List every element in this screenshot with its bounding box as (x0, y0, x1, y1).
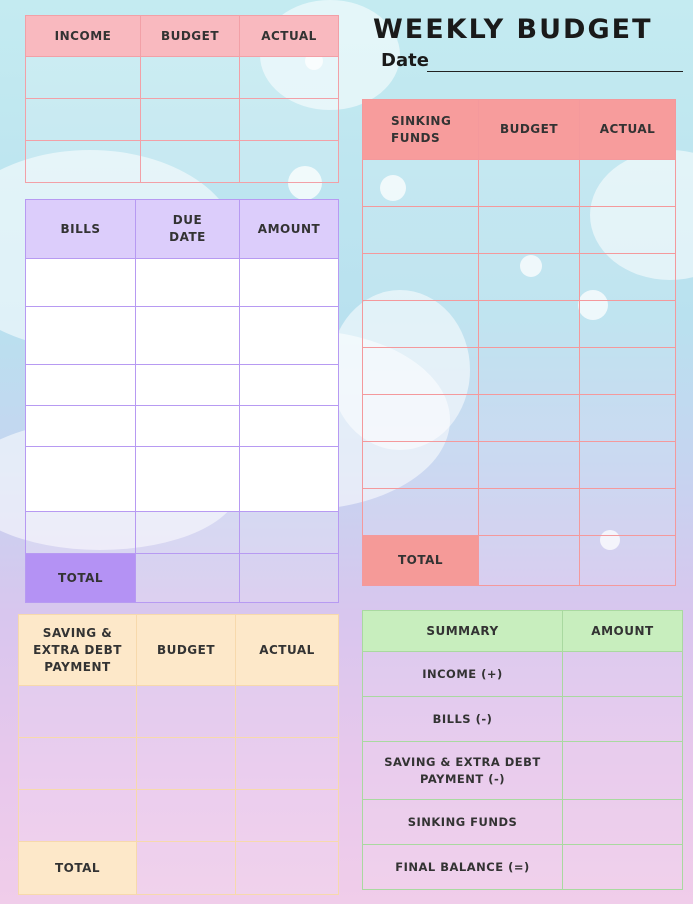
sinking-budget-cell[interactable] (479, 348, 580, 395)
saving-total-label: TOTAL (19, 842, 137, 895)
income-cell[interactable] (26, 99, 141, 141)
sinking-budget-header: BUDGET (479, 100, 580, 160)
sinking-actual-cell[interactable] (580, 207, 676, 254)
sinking-funds-table (362, 99, 676, 586)
summary-sinking-label: SINKING FUNDS (363, 800, 563, 845)
due-date-cell[interactable] (136, 365, 240, 406)
income-budget-cell[interactable] (141, 99, 240, 141)
income-cell[interactable] (26, 57, 141, 99)
table-row (19, 738, 339, 790)
summary-saving-label (363, 742, 563, 800)
table-row (363, 742, 683, 800)
sinking-funds-header-text: SINKING FUNDS (391, 113, 452, 145)
table-row (26, 307, 339, 365)
table-row (26, 512, 339, 554)
date-input[interactable] (431, 50, 683, 72)
table-row (26, 259, 339, 307)
sinking-actual-cell[interactable] (580, 160, 676, 207)
table-row (363, 697, 683, 742)
amount-cell[interactable] (240, 307, 339, 365)
saving-cell[interactable] (19, 686, 137, 738)
saving-table (18, 614, 339, 895)
table-row (26, 365, 339, 406)
bills-total-row (26, 554, 339, 603)
sinking-budget-cell[interactable] (479, 489, 580, 536)
saving-total-actual-cell[interactable] (236, 842, 339, 895)
table-row (26, 141, 339, 183)
table-row (19, 686, 339, 738)
due-date-header (136, 200, 240, 259)
sinking-fund-cell[interactable] (363, 348, 479, 395)
bill-cell[interactable] (26, 307, 136, 365)
sinking-total-row (363, 536, 676, 586)
due-date-cell[interactable] (136, 259, 240, 307)
amount-cell[interactable] (240, 447, 339, 512)
saving-budget-cell[interactable] (137, 790, 236, 842)
bills-table (25, 199, 339, 603)
bills-total-amount-cell[interactable] (240, 554, 339, 603)
saving-budget-cell[interactable] (137, 686, 236, 738)
sinking-budget-cell[interactable] (479, 160, 580, 207)
table-row (26, 406, 339, 447)
table-row (26, 447, 339, 512)
table-row (363, 652, 683, 697)
saving-header-text: SAVING & EXTRA DEBT PAYMENT (33, 625, 122, 674)
sinking-total-label: TOTAL (363, 536, 479, 586)
saving-total-row (19, 842, 339, 895)
table-row (363, 442, 676, 489)
sinking-funds-header (363, 100, 479, 160)
table-row (363, 301, 676, 348)
income-budget-cell[interactable] (141, 141, 240, 183)
income-cell[interactable] (26, 141, 141, 183)
table-row (363, 207, 676, 254)
saving-actual-header: ACTUAL (236, 615, 339, 686)
saving-cell[interactable] (19, 738, 137, 790)
income-actual-header: ACTUAL (240, 16, 339, 57)
bill-cell[interactable] (26, 447, 136, 512)
table-row (363, 348, 676, 395)
amount-cell[interactable] (240, 365, 339, 406)
sinking-budget-cell[interactable] (479, 254, 580, 301)
summary-header-row (363, 611, 683, 652)
summary-bills-label: BILLS (-) (363, 697, 563, 742)
amount-cell[interactable] (240, 512, 339, 554)
date-label: Date (381, 50, 429, 71)
summary-final-balance-amount[interactable] (563, 845, 683, 890)
summary-saving-label-text: SAVING & EXTRA DEBT PAYMENT (-) (384, 754, 541, 786)
sinking-fund-cell[interactable] (363, 395, 479, 442)
sinking-actual-cell[interactable] (580, 254, 676, 301)
saving-budget-header: BUDGET (137, 615, 236, 686)
table-row (19, 790, 339, 842)
sinking-budget-cell[interactable] (479, 395, 580, 442)
saving-cell[interactable] (19, 790, 137, 842)
due-date-cell[interactable] (136, 447, 240, 512)
summary-saving-amount[interactable] (563, 742, 683, 800)
income-actual-cell[interactable] (240, 57, 339, 99)
sinking-actual-header: ACTUAL (580, 100, 676, 160)
bill-cell[interactable] (26, 365, 136, 406)
income-header: INCOME (26, 16, 141, 57)
summary-income-label: INCOME (+) (363, 652, 563, 697)
table-row (363, 489, 676, 536)
table-row (363, 845, 683, 890)
summary-header: SUMMARY (363, 611, 563, 652)
income-budget-header: BUDGET (141, 16, 240, 57)
table-row (26, 57, 339, 99)
income-actual-cell[interactable] (240, 99, 339, 141)
date-row (381, 50, 683, 74)
saving-actual-cell[interactable] (236, 738, 339, 790)
amount-header: AMOUNT (240, 200, 339, 259)
sinking-actual-cell[interactable] (580, 348, 676, 395)
table-row (363, 395, 676, 442)
due-date-cell[interactable] (136, 406, 240, 447)
sinking-total-actual-cell[interactable] (580, 536, 676, 586)
sinking-fund-cell[interactable] (363, 207, 479, 254)
income-actual-cell[interactable] (240, 141, 339, 183)
summary-final-balance-label: FINAL BALANCE (=) (363, 845, 563, 890)
saving-actual-cell[interactable] (236, 790, 339, 842)
table-row (363, 160, 676, 207)
sinking-fund-cell[interactable] (363, 442, 479, 489)
bill-cell[interactable] (26, 406, 136, 447)
saving-total-budget-cell[interactable] (137, 842, 236, 895)
sinking-budget-cell[interactable] (479, 442, 580, 489)
sinking-total-budget-cell[interactable] (479, 536, 580, 586)
sinking-header-row (363, 100, 676, 160)
income-header-row (26, 16, 339, 57)
sinking-fund-cell[interactable] (363, 254, 479, 301)
amount-cell[interactable] (240, 406, 339, 447)
table-row (26, 99, 339, 141)
sinking-actual-cell[interactable] (580, 301, 676, 348)
bills-total-due-cell[interactable] (136, 554, 240, 603)
sinking-actual-cell[interactable] (580, 395, 676, 442)
bill-cell[interactable] (26, 259, 136, 307)
sinking-budget-cell[interactable] (479, 207, 580, 254)
bills-header: BILLS (26, 200, 136, 259)
summary-table (362, 610, 683, 890)
sinking-fund-cell[interactable] (363, 301, 479, 348)
income-budget-cell[interactable] (141, 57, 240, 99)
bills-header-row (26, 200, 339, 259)
summary-sinking-amount[interactable] (563, 800, 683, 845)
table-row (363, 254, 676, 301)
saving-actual-cell[interactable] (236, 686, 339, 738)
due-date-cell[interactable] (136, 307, 240, 365)
summary-amount-header: AMOUNT (563, 611, 683, 652)
saving-budget-cell[interactable] (137, 738, 236, 790)
due-date-cell[interactable] (136, 512, 240, 554)
sinking-fund-cell[interactable] (363, 489, 479, 536)
bills-total-label: TOTAL (26, 554, 136, 603)
summary-income-amount[interactable] (563, 652, 683, 697)
sinking-actual-cell[interactable] (580, 442, 676, 489)
summary-bills-amount[interactable] (563, 697, 683, 742)
table-row (363, 800, 683, 845)
saving-header (19, 615, 137, 686)
due-date-header-text: DUE DATE (169, 213, 206, 244)
saving-header-row (19, 615, 339, 686)
sinking-budget-cell[interactable] (479, 301, 580, 348)
bill-cell[interactable] (26, 512, 136, 554)
sinking-fund-cell[interactable] (363, 160, 479, 207)
income-table (25, 15, 339, 183)
amount-cell[interactable] (240, 259, 339, 307)
sinking-actual-cell[interactable] (580, 489, 676, 536)
page-title: WEEKLY BUDGET (373, 14, 653, 45)
